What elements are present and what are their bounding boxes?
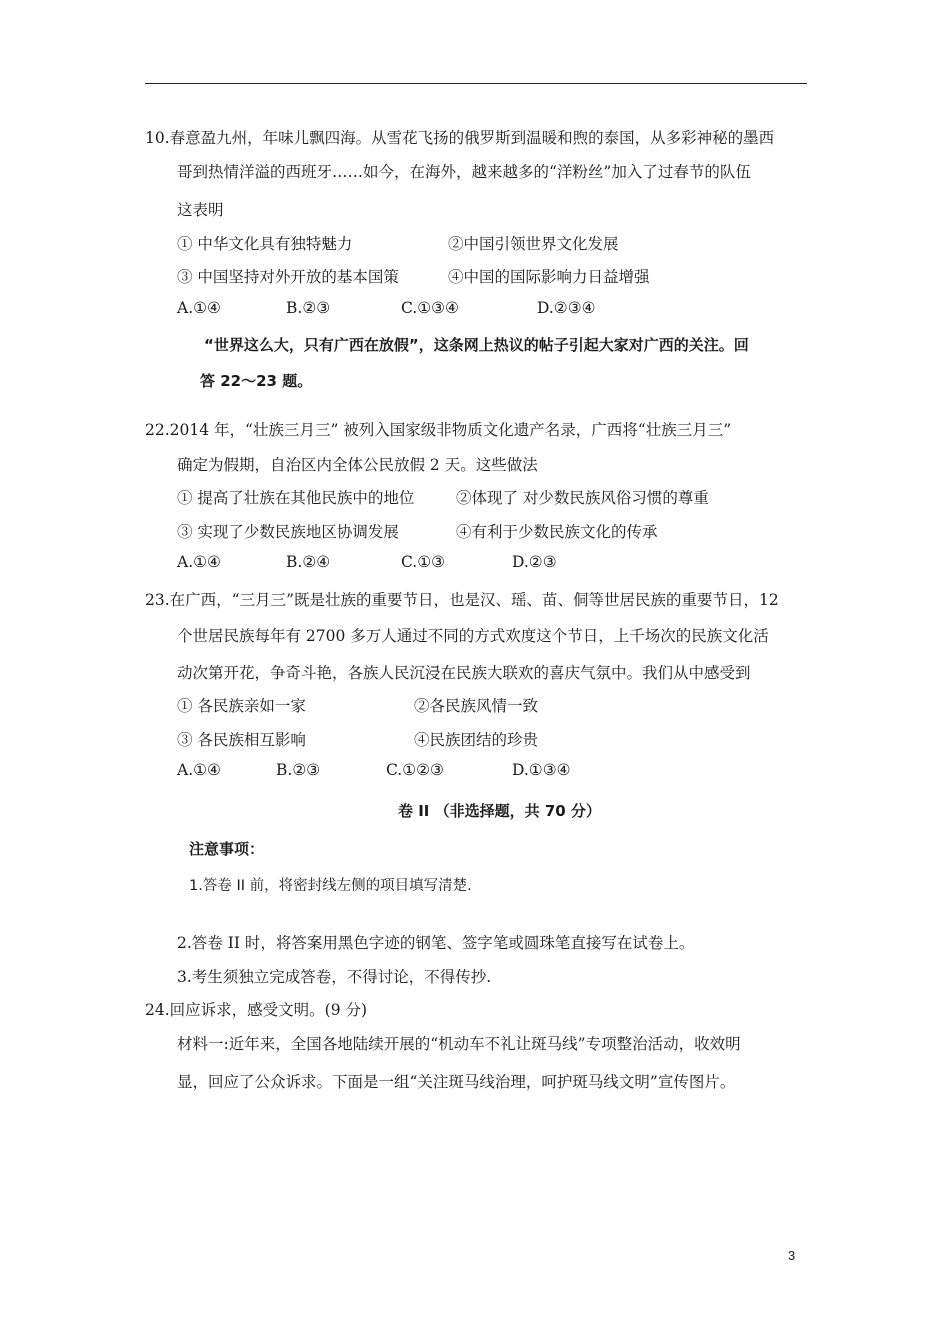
q23-option-a: A.①④ [177, 761, 221, 779]
q10-option-a: A.①④ [177, 299, 221, 317]
q24-line-1: 24.回应诉求，感受文明。(9 分) [145, 1001, 368, 1019]
header-rule [145, 83, 807, 84]
q10-statement-2: ②中国引领世界文化发展 [448, 235, 619, 253]
q10-statement-3: ③ 中国坚持对外开放的基本国策 [177, 268, 399, 286]
q22-line-2: 确定为假期，自治区内全体公民放假 2 天。这些做法 [177, 456, 538, 474]
q22-option-a: A.①④ [177, 553, 221, 571]
q23-line-1: 23.在广西，“三月三”既是壮族的重要节日，也是汉、瑶、苗、侗等世居民族的重要节日，12 [145, 591, 779, 609]
note-2: 2.答卷 II 时，将答案用黑色字迹的钢笔、签字笔或圆珠笔直接写在试卷上。 [177, 934, 695, 952]
q10-option-d: D.②③④ [537, 299, 596, 317]
q23-line-3: 动次第开花，争奇斗艳，各族人民沉浸在民族大联欢的喜庆气氛中。我们从中感受到 [177, 664, 751, 682]
notes-title: 注意事项： [189, 840, 265, 858]
q10-line-1: 10.春意盈九州，年味儿飘四海。从雪花飞扬的俄罗斯到温暖和煦的泰国，从多彩神秘的墨西 [145, 129, 775, 147]
q23-option-d: D.①③④ [512, 761, 571, 779]
note-3: 3.考生须独立完成答卷，不得讨论，不得传抄. [177, 968, 492, 986]
q22-option-b: B.②④ [286, 553, 331, 571]
q23-line-2: 个世居民族每年有 2700 多万人通过不同的方式欢度这个节日，上千场次的民族文化活 [177, 627, 769, 645]
q23-option-c: C.①②③ [386, 761, 444, 779]
q23-statement-1: ① 各民族亲如一家 [177, 697, 306, 715]
q23-statement-4: ④民族团结的珍贵 [414, 731, 539, 749]
q22-line-1: 22.2014 年，“壮族三月三” 被列入国家级非物质文化遗产名录，广西将“壮族三月三” [145, 421, 732, 439]
q10-line-2: 哥到热情洋溢的西班牙……如今，在海外，越来越多的“洋粉丝”加入了过春节的队伍 [177, 163, 751, 181]
q23-option-b: B.②③ [276, 761, 321, 779]
note-1: 1.答卷 II 前，将密封线左侧的项目填写清楚. [189, 878, 472, 894]
section-ii-title: 卷 II （非选择题，共 70 分） [398, 802, 601, 820]
intro-line-1: “世界这么大，只有广西在放假”，这条网上热议的帖子引起大家对广西的关注。回 [204, 336, 749, 354]
q22-option-c: C.①③ [401, 553, 446, 571]
page-number: 3 [788, 1248, 796, 1263]
q22-statement-1: ① 提高了壮族在其他民族中的地位 [177, 489, 415, 507]
q23-statement-2: ②各民族风情一致 [414, 697, 539, 715]
q22-statement-2: ②体现了 对少数民族风俗习惯的尊重 [456, 489, 709, 507]
q22-statement-3: ③ 实现了少数民族地区协调发展 [177, 523, 399, 541]
q22-statement-4: ④有利于少数民族文化的传承 [456, 523, 658, 541]
q24-line-2: 材料一:近年来，全国各地陆续开展的“机动车不礼让斑马线”专项整治活动，收效明 [177, 1035, 741, 1053]
q10-statement-1: ① 中华文化具有独特魅力 [177, 235, 353, 253]
q22-option-d: D.②③ [512, 553, 557, 571]
q10-option-c: C.①③④ [401, 299, 459, 317]
q10-statement-4: ④中国的国际影响力日益增强 [448, 268, 650, 286]
q23-statement-3: ③ 各民族相互影响 [177, 731, 306, 749]
q10-option-b: B.②③ [286, 299, 331, 317]
q10-line-3: 这表明 [177, 201, 224, 219]
q24-line-3: 显，回应了公众诉求。下面是一组“关注斑马线治理，呵护斑马线文明”宣传图片。 [177, 1073, 736, 1091]
intro-line-2: 答 22～23 题。 [200, 372, 313, 390]
